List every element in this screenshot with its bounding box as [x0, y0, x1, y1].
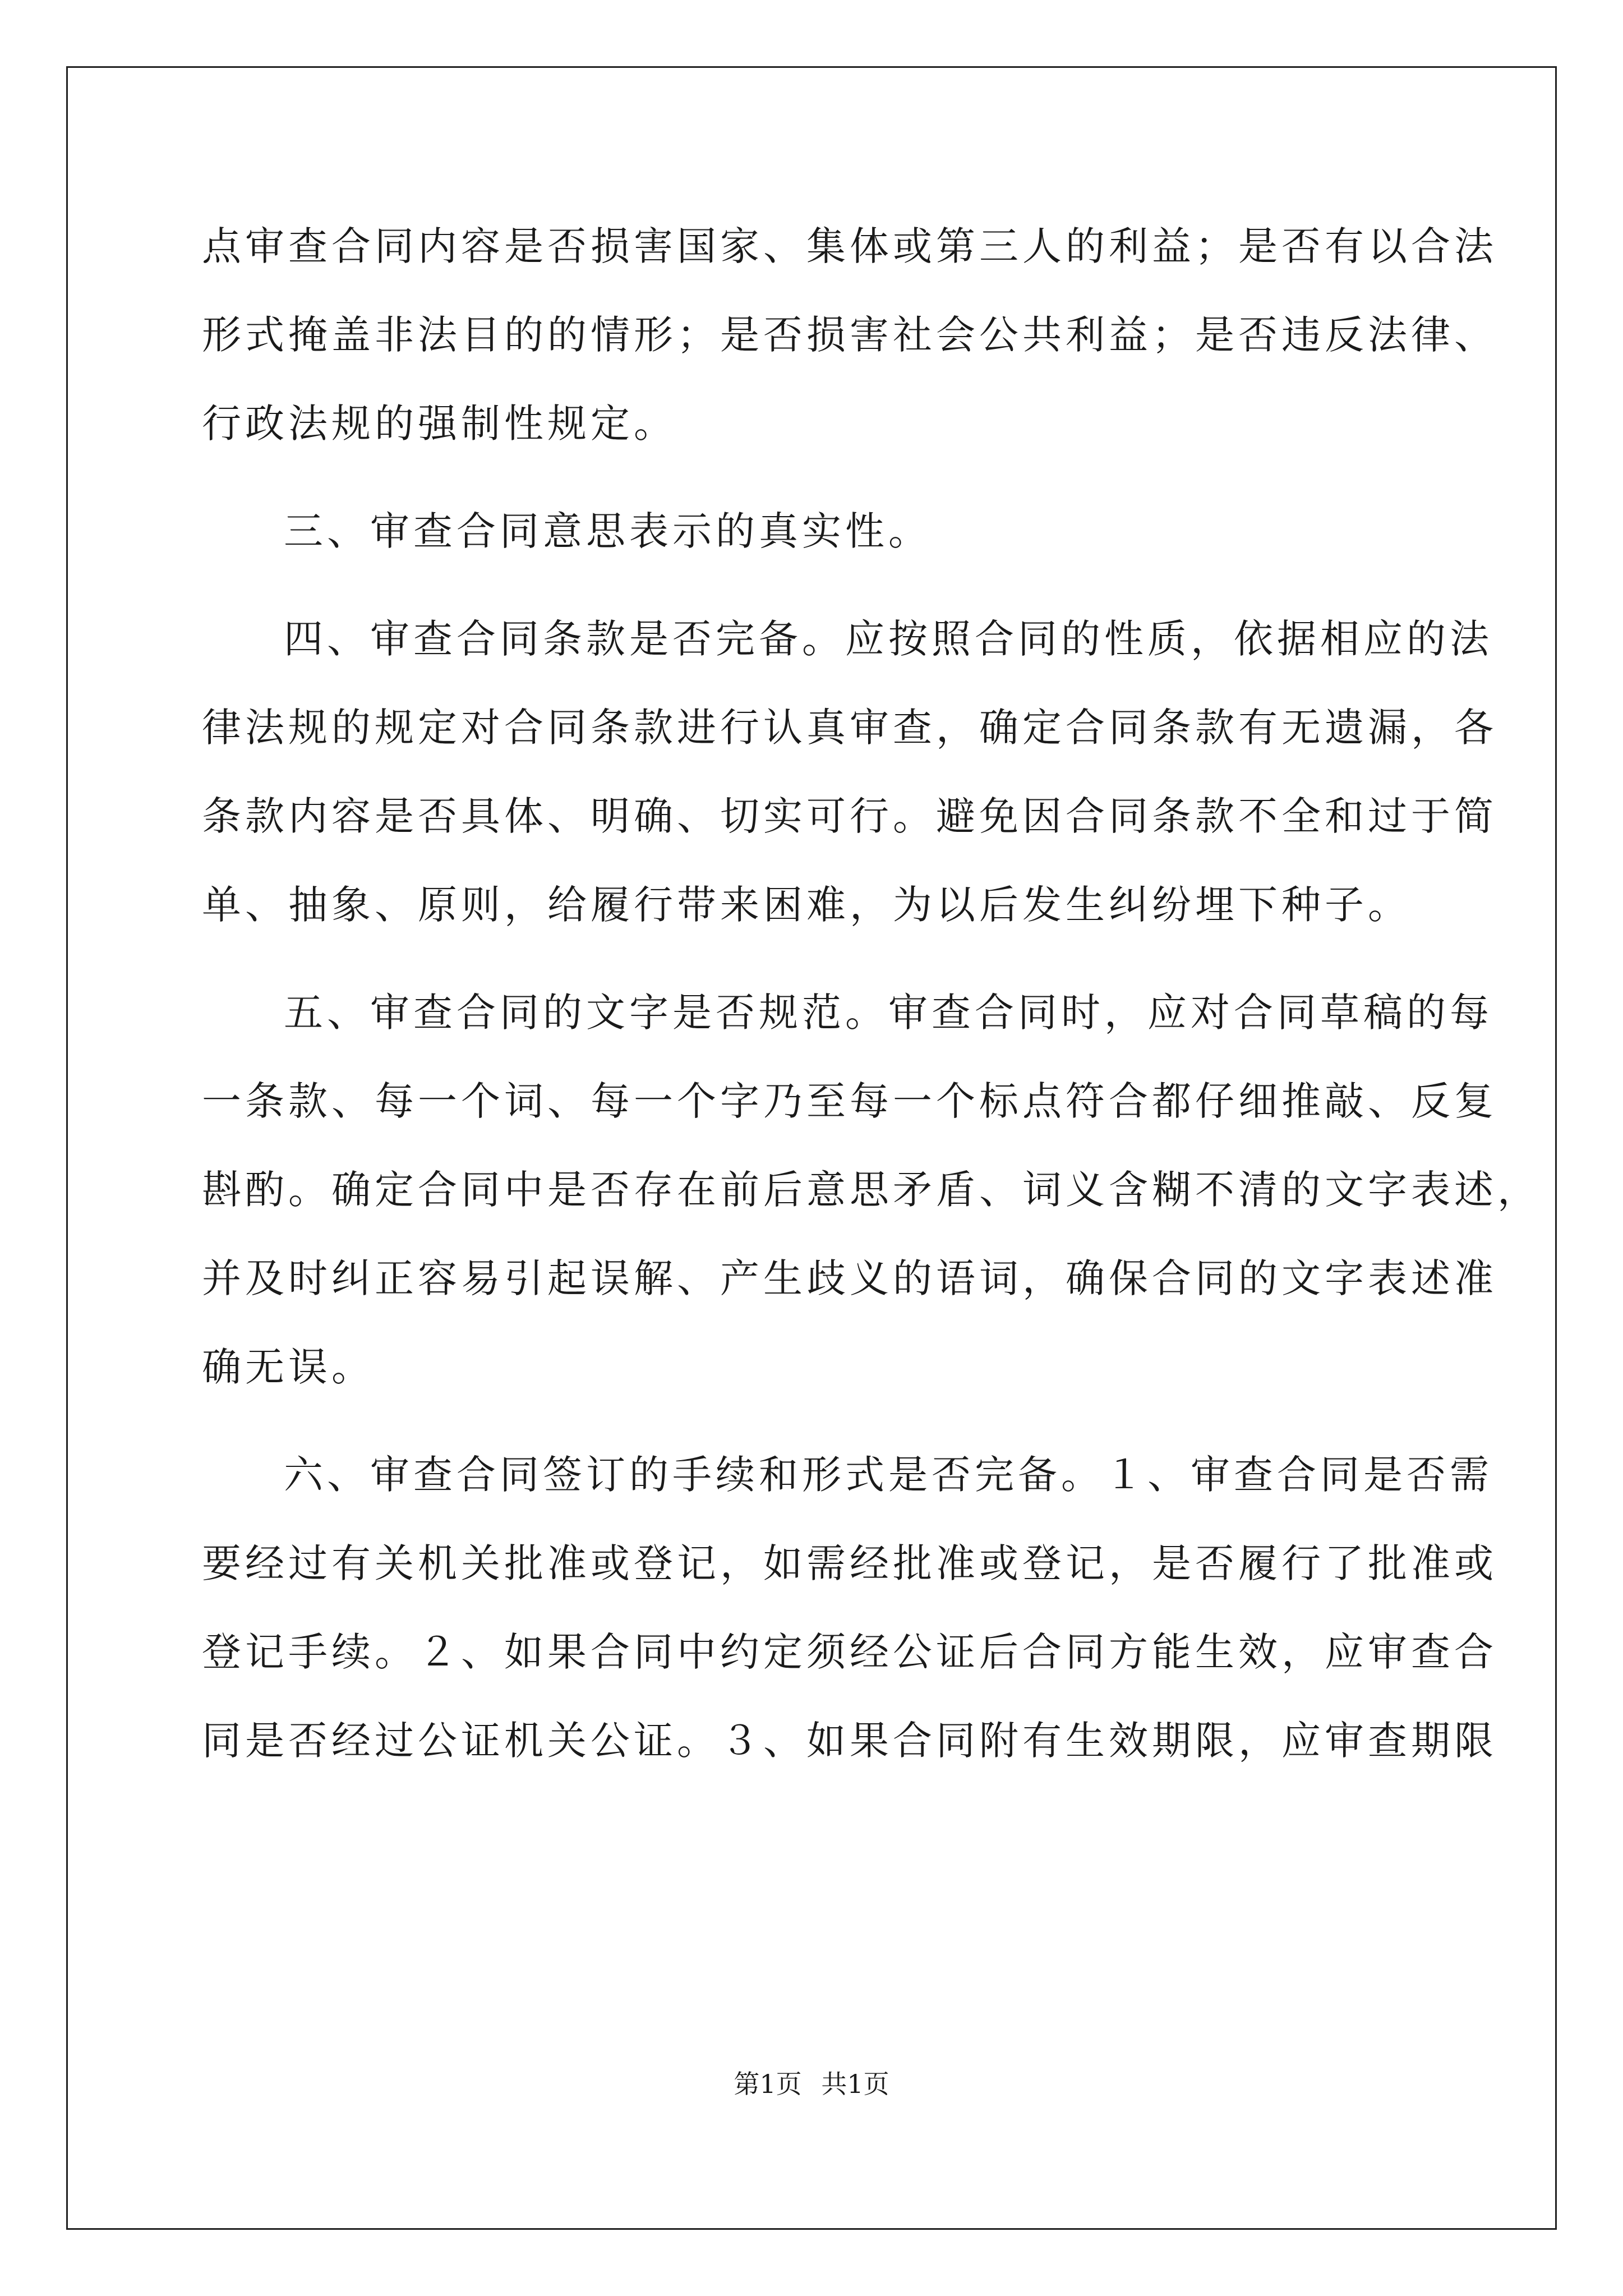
text-line: 同是否经过公证机关公证。３、如果合同附有生效期限，应审查期限 — [202, 1718, 1497, 1764]
page-footer — [0, 2067, 1623, 2101]
text-line: 行政法规的强制性规定。 — [202, 401, 677, 447]
paragraph — [202, 202, 1497, 468]
text-line: 斟酌。确定合同中是否存在前后意思矛盾、词义含糊不清的文字表述， — [202, 1167, 1541, 1213]
text-line: 并及时纠正容易引起误解、产生歧义的语词，确保合同的文字表述准 — [202, 1255, 1497, 1301]
text-line: 条款内容是否具体、明确、切实可行。避免因合同条款不全和过于简 — [202, 793, 1497, 839]
page-count: 共1页 — [821, 2069, 889, 2099]
paragraph — [202, 968, 1541, 1411]
text-line: 形式掩盖非法目的的情形；是否损害社会公共利益；是否违反法律、 — [202, 312, 1497, 358]
text-line: 六、审查合同签订的手续和形式是否完备。１、审查合同是否需 — [284, 1452, 1493, 1498]
text-line: 五、审查合同的文字是否规范。审查合同时，应对合同草稿的每 — [284, 990, 1493, 1036]
text-line: 四、审查合同条款是否完备。应按照合同的性质，依据相应的法 — [284, 616, 1493, 662]
document-body — [202, 202, 1541, 1804]
page-number: 第1页 — [734, 2069, 802, 2099]
paragraph — [202, 1430, 1497, 1785]
text-line: 一条款、每一个词、每一个字乃至每一个标点符合都仔细推敲、反复 — [202, 1078, 1497, 1124]
text-line: 确无误。 — [202, 1344, 375, 1390]
text-line: 点审查合同内容是否损害国家、集体或第三人的利益；是否有以合法 — [202, 223, 1497, 269]
text-line: 三、审查合同意思表示的真实性。 — [284, 508, 932, 554]
text-line: 律法规的规定对合同条款进行认真审查，确定合同条款有无遗漏，各 — [202, 705, 1497, 751]
text-line: 要经过有关机关批准或登记，如需经批准或登记，是否履行了批准或 — [202, 1540, 1497, 1586]
paragraph — [202, 487, 1430, 576]
text-line: 登记手续。２、如果合同中约定须经公证后合同方能生效，应审查合 — [202, 1629, 1497, 1675]
text-line: 单、抽象、原则，给履行带来困难，为以后发生纠纷埋下种子。 — [202, 882, 1411, 928]
paragraph — [202, 595, 1497, 949]
